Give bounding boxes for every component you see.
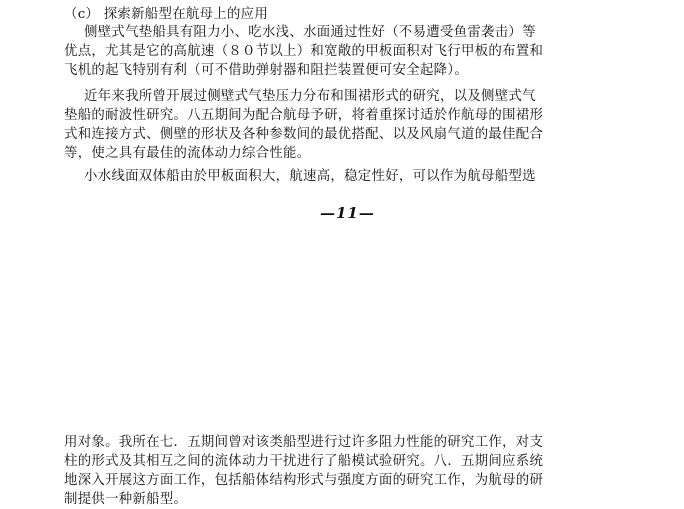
paragraph-line: 用对象。我所在七．五期间曾对该类船型进行过许多阻力性能的研究工作，对支 — [64, 435, 544, 450]
paragraph-line: 垫船的耐波性研究。八五期间为配合航母予研，将着重探讨适於作航母的围裙形 — [64, 108, 544, 123]
paragraph-line: 制提供一种新船型。 — [64, 492, 188, 507]
section-heading: （c） 探索新船型在航母上的应用 — [64, 7, 269, 22]
paragraph-line: 等，使之具有最佳的流体动力综合性能。 — [64, 146, 311, 161]
paragraph-line: 优点，尤其是它的高航速（８０节以上）和宽敞的甲板面积对飞行甲板的布置和 — [64, 44, 544, 59]
paragraph-line: 飞机的起飞特别有利（可不借助弹射器和阻拦装置便可安全起降）。 — [64, 63, 469, 78]
paragraph-line: 近年来我所曾开展过侧壁式气垫压力分布和围裙形式的研究，以及侧壁式气 — [84, 89, 536, 104]
paragraph-line: 侧壁式气垫船具有阻力小、吃水浅、水面通过性好（不易遭受鱼雷袭击）等 — [84, 25, 536, 40]
paragraph-line: 柱的形式及其相互之间的流体动力干扰进行了船模试验研究。八．五期间应系统 — [64, 454, 544, 469]
paragraph-line: 式和连接方式、侧壁的形状及各种参数间的最优搭配、以及风扇气道的最佳配合 — [64, 127, 544, 142]
paragraph-line: 小水线面双体船由於甲板面积大，航速高，稳定性好，可以作为航母船型选 — [84, 169, 536, 184]
paragraph-line: 地深入开展这方面工作，包括船体结构形式与强度方面的研究工作，为航母的研 — [64, 473, 544, 488]
page-number: —11— — [320, 204, 375, 222]
